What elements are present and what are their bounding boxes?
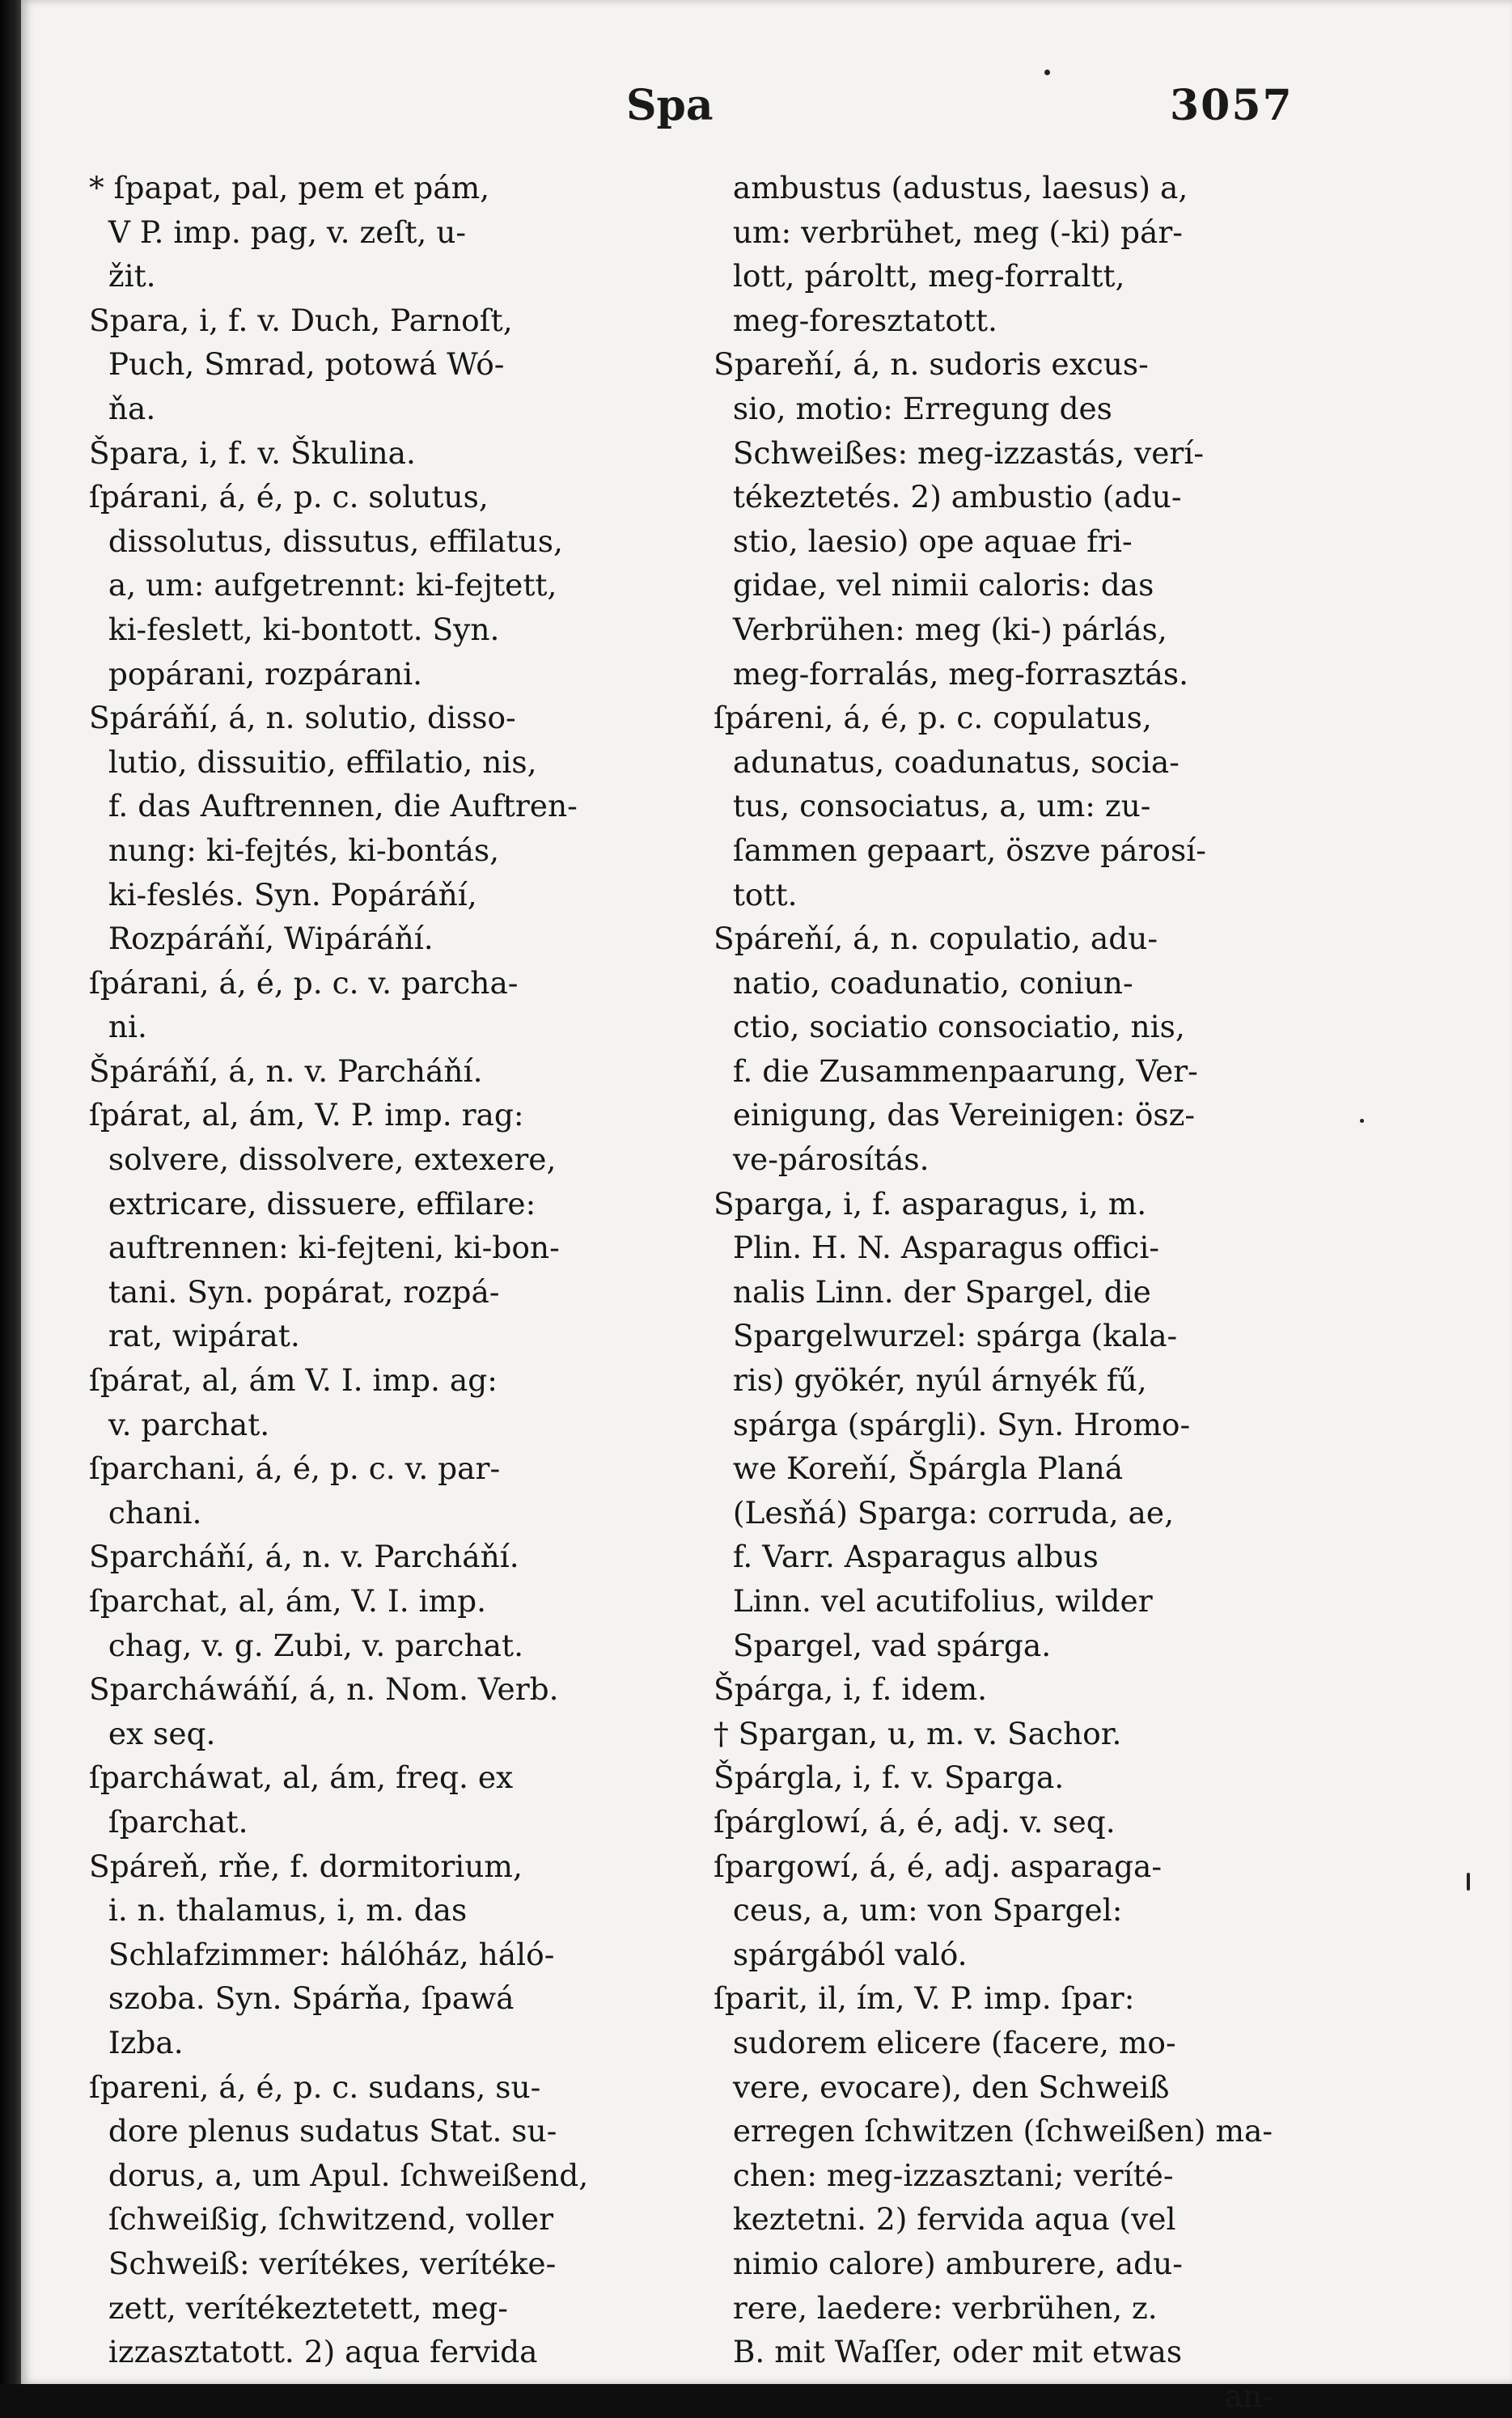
dictionary-line: meg-foresztatott.: [714, 302, 997, 338]
header-guide-word: Spa: [626, 81, 714, 130]
dictionary-line: Schweißes: meg-izzastás, verí-: [714, 434, 1205, 471]
dictionary-line: szoba. Syn. Spárňa, ſpawá: [89, 1980, 515, 2017]
dictionary-line: Verbrühen: meg (ki-) párlás,: [714, 611, 1167, 647]
dictionary-line: nalis Linn. der Spargel, die: [714, 1273, 1151, 1310]
dictionary-line: ni.: [89, 1009, 147, 1045]
dictionary-line: ſpárat, al, ám, V. P. imp. rag:: [89, 1097, 524, 1133]
dictionary-line: a, um: aufgetrennt: ki-fejtett,: [89, 567, 557, 603]
dictionary-line: ſammen gepaart, öszve párosí-: [714, 832, 1206, 868]
dictionary-line: auftrennen: ki-fejteni, ki-bon-: [89, 1230, 560, 1266]
dictionary-line: † Spargan, u, m. v. Sachor.: [714, 1715, 1122, 1751]
dictionary-line: meg-forralás, meg-forrasztás.: [714, 655, 1189, 692]
dictionary-line: Spáráňí, á, n. solutio, disso-: [89, 700, 516, 736]
dictionary-line: Spáreň, rňe, f. dormitorium,: [89, 1848, 523, 1884]
dictionary-line: Sparcháňí, á, n. v. Parcháňí.: [89, 1539, 519, 1575]
dictionary-line: f. Varr. Asparagus albus: [714, 1539, 1099, 1575]
dictionary-line: spárgából való.: [714, 1936, 968, 1972]
dictionary-line: ſpáreni, á, é, p. c. copulatus,: [714, 700, 1152, 736]
dictionary-line: ambustus (adustus, laesus) a,: [714, 170, 1188, 205]
ink-speck: [1044, 70, 1050, 75]
dictionary-line: Sparga, i, f. asparagus, i, m.: [714, 1185, 1147, 1222]
dictionary-line: spárga (spárgli). Syn. Hromo-: [714, 1406, 1191, 1442]
dictionary-line: ki-feslett, ki-bontott. Syn.: [89, 611, 500, 647]
dictionary-line: rat, wipárat.: [89, 1318, 300, 1354]
right-column: [714, 166, 1336, 2418]
dictionary-line: ctio, sociatio consociatio, nis,: [714, 1009, 1185, 1045]
dictionary-line: Izba.: [89, 2024, 184, 2060]
dictionary-line: nung: ki-fejtés, ki-bontás,: [89, 832, 500, 868]
dictionary-line: (Lesňá) Sparga: corruda, ae,: [714, 1494, 1175, 1531]
dictionary-line: i. n. thalamus, i, m. das: [89, 1892, 468, 1929]
dictionary-line: um: verbrühet, meg (-ki) pár-: [714, 214, 1183, 250]
dictionary-line: ki-feslés. Syn. Popáráňí,: [89, 876, 477, 913]
dictionary-line: popárani, rozpárani.: [89, 655, 423, 692]
dictionary-line: nimio calore) amburere, adu-: [714, 2245, 1183, 2281]
dictionary-line: izzasztatott. 2) aqua fervida: [89, 2334, 538, 2370]
dictionary-line: rere, laedere: verbrühen, z.: [714, 2289, 1158, 2326]
dictionary-line: žit.: [89, 258, 156, 294]
dictionary-line: zett, verítékeztetett, meg-: [89, 2289, 508, 2326]
dictionary-line: ſparchat, al, ám, V. I. imp.: [89, 1583, 487, 1619]
dictionary-line: vere, evocare), den Schweiß: [714, 2069, 1170, 2105]
page-number: 3057: [1170, 81, 1294, 130]
dictionary-line: ſpareni, á, é, p. c. sudans, su-: [89, 2069, 541, 2105]
dictionary-line: chen: meg-izzasztani; veríté-: [714, 2157, 1174, 2193]
dictionary-line: keztetni. 2) fervida aqua (vel: [714, 2201, 1176, 2238]
dictionary-line: adunatus, coadunatus, socia-: [714, 743, 1180, 780]
dictionary-line: tékeztetés. 2) ambustio (adu-: [714, 479, 1182, 515]
dictionary-line: chani.: [89, 1494, 202, 1531]
dictionary-line: stio, laesio) ope aquae fri-: [714, 523, 1133, 559]
dictionary-line: ſpárani, á, é, p. c. v. parcha-: [89, 964, 519, 1001]
dictionary-line: an-: [714, 2378, 1273, 2414]
dictionary-line: tott.: [714, 876, 798, 913]
dictionary-line: Spargelwurzel: spárga (kala-: [714, 1318, 1178, 1354]
dictionary-line: tus, consociatus, a, um: zu-: [714, 788, 1151, 824]
dictionary-line: Spáreňí, á, n. copulatio, adu-: [714, 921, 1158, 957]
dictionary-line: Schlafzimmer: hálóház, háló-: [89, 1936, 555, 1972]
dictionary-line: tani. Syn. popárat, rozpá-: [89, 1273, 500, 1310]
dictionary-line: Puch, Smrad, potowá Wó-: [89, 346, 505, 383]
dictionary-line: Spara, i, f. v. Duch, Parnoſt,: [89, 302, 513, 338]
dictionary-line: ſpárani, á, é, p. c. solutus,: [89, 479, 489, 515]
dictionary-line: f. die Zusammenpaarung, Ver-: [714, 1052, 1198, 1089]
dictionary-line: * ſpapat, pal, pem et pám,: [89, 170, 490, 205]
dictionary-line: Plin. H. N. Asparagus offici-: [714, 1230, 1160, 1266]
dictionary-line: Špárga, i, f. idem.: [714, 1671, 988, 1708]
dictionary-line: we Koreňí, Špárgla Planá: [714, 1450, 1124, 1487]
dictionary-line: lutio, dissuitio, effilatio, nis,: [89, 743, 537, 780]
dictionary-line: solvere, dissolvere, extexere,: [89, 1141, 557, 1178]
dictionary-page: [21, 0, 1512, 2414]
dictionary-line: sudorem elicere (facere, mo-: [714, 2024, 1176, 2060]
dictionary-line: ceus, a, um: von Spargel:: [714, 1892, 1123, 1929]
dictionary-line: v. parchat.: [89, 1406, 270, 1442]
dictionary-line: ve-párosítás.: [714, 1141, 930, 1178]
dictionary-line: dorus, a, um Apul. ſchweißend,: [89, 2157, 589, 2193]
dictionary-line: Špáráňí, á, n. v. Parcháňí.: [89, 1052, 483, 1089]
dictionary-line: ſparit, il, ím, V. P. imp. ſpar:: [714, 1980, 1135, 2017]
dictionary-line: ſparchani, á, é, p. c. v. par-: [89, 1450, 501, 1487]
dictionary-line: Spareňí, á, n. sudoris excus-: [714, 346, 1149, 383]
dictionary-line: Linn. vel acutifolius, wilder: [714, 1583, 1153, 1619]
dictionary-line: Sparcháwáňí, á, n. Nom. Verb.: [89, 1671, 559, 1708]
dictionary-line: ſparchat.: [89, 1803, 248, 1840]
ink-speck: [1360, 1119, 1364, 1123]
dictionary-line: ſpargowí, á, é, adj. asparaga-: [714, 1848, 1163, 1884]
dictionary-line: ňa.: [89, 390, 156, 426]
left-column: [89, 166, 712, 2374]
page-header: [21, 81, 1512, 138]
scan-border: [0, 0, 21, 2384]
ink-speck: [1467, 1873, 1470, 1891]
dictionary-line: natio, coadunatio, coniun-: [714, 964, 1133, 1001]
dictionary-line: ris) gyökér, nyúl árnyék fű,: [714, 1362, 1147, 1399]
dictionary-line: Schweiß: verítékes, verítéke-: [89, 2245, 557, 2281]
dictionary-line: extricare, dissuere, effilare:: [89, 1185, 536, 1222]
dictionary-line: gidae, vel nimii caloris: das: [714, 567, 1154, 603]
dictionary-line: erregen ſchwitzen (ſchweißen) ma-: [714, 2113, 1273, 2149]
dictionary-line: lott, pároltt, meg-forraltt,: [714, 258, 1125, 294]
dictionary-line: V P. imp. pag, v. zeſt, u-: [89, 214, 467, 250]
dictionary-line: ſpárglowí, á, é, adj. v. seq.: [714, 1803, 1116, 1840]
dictionary-line: ſchweißig, ſchwitzend, voller: [89, 2201, 554, 2238]
dictionary-line: ſparcháwat, al, ám, freq. ex: [89, 1760, 514, 1796]
dictionary-line: Rozpáráňí, Wipáráňí.: [89, 921, 434, 957]
dictionary-line: ex seq.: [89, 1715, 216, 1751]
dictionary-line: B. mit Waſſer, oder mit etwas: [714, 2334, 1183, 2370]
dictionary-line: f. das Auftrennen, die Auftren-: [89, 788, 578, 824]
dictionary-line: Špara, i, f. v. Škulina.: [89, 434, 416, 471]
dictionary-line: dore plenus sudatus Stat. su-: [89, 2113, 557, 2149]
dictionary-line: ſpárat, al, ám V. I. imp. ag:: [89, 1362, 498, 1399]
dictionary-line: dissolutus, dissutus, effilatus,: [89, 523, 563, 559]
dictionary-line: Špárgla, i, f. v. Sparga.: [714, 1760, 1065, 1796]
dictionary-line: sio, motio: Erregung des: [714, 390, 1112, 426]
dictionary-line: einigung, das Vereinigen: ösz-: [714, 1097, 1196, 1133]
dictionary-line: Spargel, vad spárga.: [714, 1627, 1052, 1663]
dictionary-line: chag, v. g. Zubi, v. parchat.: [89, 1627, 524, 1663]
